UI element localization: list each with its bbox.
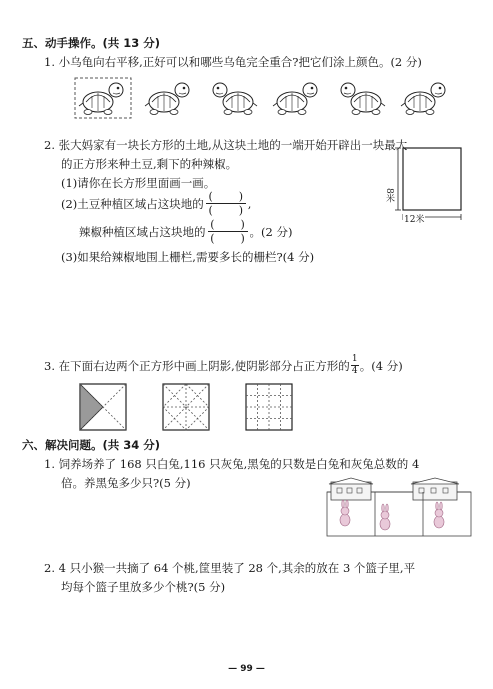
turtle-icon[interactable] bbox=[400, 76, 450, 118]
problem-1-line-2: 倍。养黑兔多少只?(5 分) bbox=[61, 476, 191, 490]
pepper-fraction-denominator[interactable]: ( ) bbox=[210, 232, 245, 245]
potato-fraction-denominator[interactable]: ( ) bbox=[208, 204, 244, 217]
question-2-part-2b-suffix: 。(2 分) bbox=[249, 224, 293, 239]
rectangle-height-label: 8米 bbox=[384, 188, 394, 203]
turtle-icon[interactable] bbox=[272, 76, 322, 118]
question-3-text-before: 3. 在下面右边两个正方形中画上阴影,使阴影部分占正方形的 bbox=[44, 358, 350, 373]
question-2-part-2b-prefix: 辣椒种植区域占这块地的 bbox=[79, 224, 206, 239]
rectangle-width-label: 12米 bbox=[403, 212, 425, 225]
problem-2-line-2: 均每个篮子里放多少个桃?(5 分) bbox=[61, 580, 226, 594]
question-2-line-2: 的正方形来种土豆,剩下的种辣椒。 bbox=[61, 157, 238, 171]
potato-fraction-blank[interactable] bbox=[206, 191, 246, 216]
turtle-icon[interactable] bbox=[144, 76, 194, 118]
square-diamond-pattern[interactable] bbox=[162, 383, 210, 431]
section-5-title: 五、动手操作。(共 13 分) bbox=[22, 36, 161, 50]
square-example-shaded bbox=[79, 383, 127, 431]
question-2-part-3: (3)如果给辣椒地围上栅栏,需要多长的栅栏?(4 分) bbox=[61, 250, 315, 264]
page-number: — 99 — bbox=[228, 664, 265, 674]
problem-2-line-1: 2. 4 只小猴一共摘了 64 个桃,筐里装了 28 个,其余的放在 3 个篮子里,平 bbox=[44, 561, 416, 575]
rabbit-icon bbox=[434, 502, 444, 528]
question-1-text: 1. 小乌龟向右平移,正好可以和哪些乌龟完全重合?把它们涂上颜色。(2 分) bbox=[44, 55, 422, 69]
turtle-icon[interactable] bbox=[208, 76, 258, 118]
question-3-line bbox=[44, 355, 403, 376]
rabbit-farm-illustration bbox=[325, 478, 473, 538]
turtle-icon[interactable] bbox=[336, 76, 386, 118]
square-grid-pattern[interactable] bbox=[245, 383, 293, 431]
one-quarter-denominator: 4 bbox=[351, 366, 358, 376]
question-2-part-2b-line bbox=[79, 219, 292, 244]
one-quarter-fraction bbox=[351, 355, 359, 376]
section-6-title: 六、解决问题。(共 34 分) bbox=[22, 438, 161, 452]
question-2-line-1: 2. 张大妈家有一块长方形的土地,从这块土地的一端开始开辟出一块最大 bbox=[44, 138, 408, 152]
rabbit-icon bbox=[340, 500, 350, 526]
question-2-part-2-prefix: (2)土豆种植区域占这块地的 bbox=[61, 196, 204, 211]
potato-fraction-numerator[interactable]: ( ) bbox=[208, 190, 244, 203]
rabbit-icon bbox=[380, 504, 390, 530]
pepper-fraction-blank[interactable] bbox=[208, 219, 248, 244]
one-quarter-numerator: 1 bbox=[351, 354, 358, 364]
turtle-icon bbox=[78, 76, 128, 118]
question-2-part-2-line bbox=[61, 191, 251, 216]
question-3-text-after: 。(4 分) bbox=[359, 358, 403, 373]
problem-1-line-1: 1. 饲养场养了 168 只白兔,116 只灰兔,黑兔的只数是白兔和灰兔总数的 4 bbox=[44, 457, 420, 471]
pepper-fraction-numerator[interactable]: ( ) bbox=[210, 218, 245, 231]
question-2-part-2-suffix: , bbox=[247, 196, 252, 211]
question-2-part-1: (1)请你在长方形里面画一画。 bbox=[61, 176, 216, 190]
